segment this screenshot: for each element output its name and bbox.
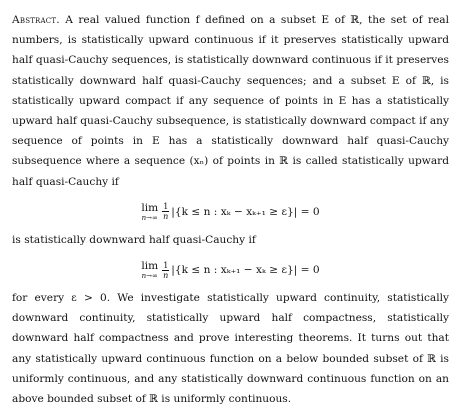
fraction-denominator: n bbox=[163, 270, 169, 280]
formula-downward-limit bbox=[141, 260, 158, 280]
fraction-numerator: 1 bbox=[163, 260, 169, 270]
abstract-heading: Abstract. bbox=[12, 14, 60, 26]
abstract-conclusion-paragraph: for every ε > 0. We investigate statistically upward continuity, statistically downward continuity, statistically upward half compactness, statistically downward half compactness and prove interesting theorems. It turns out that any statistically upward continuous function on a below bounded subset of ℝ is uniformly continuous, and any statistically downward continuous function on an above bounded subset of ℝ is uniformly continuous. bbox=[12, 292, 449, 406]
abstract-middle-text: is statistically downward half quasi-Cauchy if bbox=[12, 233, 256, 246]
abstract-intro-paragraph bbox=[12, 10, 449, 192]
formula-upward-body: |{k ≤ n : xₖ − xₖ₊₁ ≥ ε}| = 0 bbox=[171, 205, 320, 218]
limit-operator: lim bbox=[141, 201, 159, 214]
formula-downward-fraction bbox=[162, 261, 169, 280]
fraction-denominator: n bbox=[163, 212, 169, 222]
formula-downward-body: |{k ≤ n : xₖ₊₁ − xₖ ≥ ε}| = 0 bbox=[171, 264, 320, 277]
limit-operator: lim bbox=[141, 260, 159, 273]
formula-upward-fraction bbox=[162, 202, 169, 221]
formula-upward-limit bbox=[141, 202, 158, 222]
formula-upward bbox=[12, 194, 449, 230]
fraction-numerator: 1 bbox=[163, 202, 169, 212]
formula-downward bbox=[12, 252, 449, 288]
limit-subscript: n→∞ bbox=[141, 272, 158, 281]
abstract-intro-text: A real valued function f defined on a subset E of ℝ, the set of real numbers, is statistically upward continuous if it preserves statistically upward half quasi-Cauchy sequences, is statistically downward continuous if it preserves statistically downward half quasi-Cauchy sequences; and a subset E of ℝ, is statistically upward compact if any sequence of points in E has a statistically upward half quasi-Cauchy subsequence, is statistically downward compact if any sequence of points in E has a statistically downward half quasi-Cauchy subsequence where a sequence (xₙ) of points in ℝ is called statistically upward half quasi-Cauchy if bbox=[12, 14, 449, 188]
limit-subscript: n→∞ bbox=[141, 213, 158, 222]
